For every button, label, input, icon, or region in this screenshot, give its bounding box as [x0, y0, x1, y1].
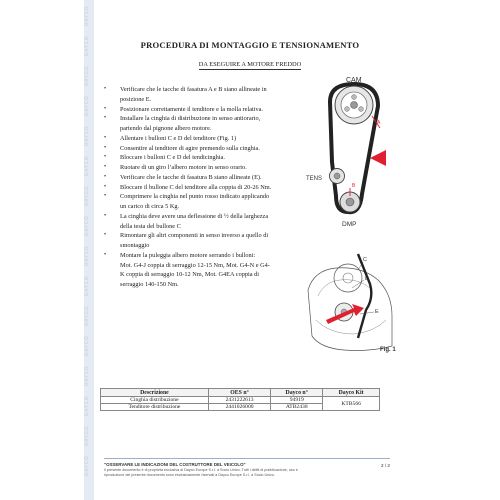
side-logo: DAYCO — [84, 5, 90, 27]
mark-a-label: A — [377, 120, 381, 126]
table-cell-dayco: 94919 — [271, 397, 323, 404]
tensioner-detail-figure — [300, 250, 400, 365]
footer-copyright — [104, 468, 390, 477]
side-logo: DAYCO — [84, 425, 90, 447]
instruction-continuation: un carico di circa 5 Kg. — [120, 203, 180, 210]
instruction-item: • Rimontare gli altri componenti in senso inverso a quello di — [104, 231, 304, 241]
side-logo: DAYCO — [84, 455, 90, 477]
table-cell-description: Cinghia distribuzione — [101, 397, 209, 404]
column-header: Dayco n° — [271, 389, 323, 397]
sprocket-hub — [343, 273, 353, 283]
instruction-list — [104, 85, 304, 290]
instruction-item: • Posizionare correttamente il tenditore e la molla relativa. — [104, 105, 304, 115]
engine-housing-detail — [316, 320, 386, 334]
column-header: Descrizione — [101, 389, 209, 397]
parts-table — [100, 388, 380, 411]
instruction-item: • Bloccare il bullone C del tenditore alla coppia di 20-26 Nm. — [104, 183, 304, 193]
footer-notice: "OSSERVARE LE INDICAZIONI DEL COSTRUTTORE DEL VEICOLO" — [104, 462, 246, 467]
side-logo: DAYCO — [84, 215, 90, 237]
side-logo: DAYCO — [84, 245, 90, 267]
subtitle-text: DA ESEGUIRE A MOTORE FREDDO — [198, 61, 302, 68]
side-logo: DAYCO — [84, 65, 90, 87]
side-logo: DAYCO — [84, 125, 90, 147]
side-logo: DAYCO — [84, 335, 90, 357]
mark-d-label: D — [365, 276, 369, 282]
side-logo: DAYCO — [84, 35, 90, 57]
copyright-line: riproduzione del presente documento sono esclusivamente riservati a Dayco Europe S.r.l. a Socio Unico. — [104, 472, 275, 477]
deflection-check-arrow — [370, 150, 386, 166]
instruction-item: • Ruotare di un giro l’albero motore in senso orario. — [104, 163, 304, 173]
instruction-item: • Montare la puleggia albero motore serrando i bulloni: — [104, 251, 304, 261]
column-header: Dayco Kit — [323, 389, 380, 397]
table-cell-kit: KTB566 — [323, 397, 380, 411]
instruction-item: • Verificare che le tacche di fasatura A e B siano allineate in — [104, 85, 304, 95]
instruction-continuation: della testa del bullone C — [120, 222, 181, 230]
side-logo: DAYCO — [84, 275, 90, 297]
tens-label: TENS — [306, 176, 323, 182]
belt-routing-diagram — [300, 72, 400, 247]
mark-e-label: E — [375, 309, 379, 315]
copyright-line: Il presente documento è di proprietà esclusiva di Dayco Europe S.r.l. a Socio Unico. Tutti i diritti di pubblicazione, uso e — [104, 468, 298, 472]
table-cell-dayco: ATB2438 — [271, 404, 323, 411]
column-header: OES n° — [208, 389, 270, 397]
tensioner-pulley — [330, 169, 345, 184]
leader-line-d — [352, 280, 364, 288]
table-cell-description: Tenditore distribuzione — [101, 404, 209, 411]
side-logo-band — [84, 0, 94, 500]
table-cell-oes: 2431222613 — [208, 397, 270, 404]
side-logo: DAYCO — [84, 155, 90, 177]
side-logo: DAYCO — [84, 95, 90, 117]
table-cell-oes: 2441026000 — [208, 404, 270, 411]
instruction-item: • Installare la cinghia di distribuzione in senso antiorario, — [104, 114, 304, 124]
instruction-continuation: K coppia di serraggio 10-12 Nm, Mot. G4EA coppia di — [120, 271, 260, 279]
document-title: PROCEDURA DI MONTAGGIO E TENSIONAMENTO — [140, 40, 360, 50]
dmp-label: DMP — [342, 221, 357, 228]
instruction-item: • Verificare che le tacche di fasatura B siano allineate (E). — [104, 173, 304, 183]
instruction-continuation: Mot. G4-J coppia di serraggio 12-15 Nm, Mot. G4-N e G4- — [120, 261, 270, 269]
table-row — [101, 397, 380, 404]
footer-rule — [104, 458, 390, 459]
instruction-item: • Bloccare i bulloni C e D del tendicinghia. — [104, 153, 304, 163]
side-logo: DAYCO — [84, 365, 90, 387]
cam-label: CAM — [346, 77, 362, 84]
instruction-item: • La cinghia deve avere una deflessione di ½ della larghezza — [104, 212, 304, 222]
mark-b-label: B — [352, 183, 356, 189]
mark-c-label: C — [363, 257, 367, 263]
instruction-continuation: posizione E. — [120, 95, 152, 103]
figure-label: Fig. 1 — [380, 347, 396, 353]
side-logo: DAYCO — [84, 185, 90, 207]
document-subtitle — [100, 61, 400, 68]
instruction-continuation: serraggio 140-150 Nm. — [120, 281, 179, 288]
instruction-item: • Consentire al tenditore di agire premendo sulla cinghia. — [104, 144, 304, 154]
instruction-continuation: partendo dal pignone albero motore. — [120, 125, 212, 132]
leader-line-e — [360, 312, 374, 314]
side-logo: DAYCO — [84, 395, 90, 417]
instruction-item: • Comprimere la cinghia nel punto rosso indicato applicando — [104, 192, 304, 202]
side-logo: DAYCO — [84, 305, 90, 327]
instruction-continuation: smontaggio — [120, 242, 150, 249]
instruction-item: • Allentare i bulloni C e D del tenditore (Fig. 1) — [104, 134, 304, 144]
page-number: 2 / 2 — [381, 463, 390, 468]
cam-sprocket — [335, 86, 373, 124]
table-header-row — [101, 389, 380, 397]
page-footer — [104, 458, 390, 477]
